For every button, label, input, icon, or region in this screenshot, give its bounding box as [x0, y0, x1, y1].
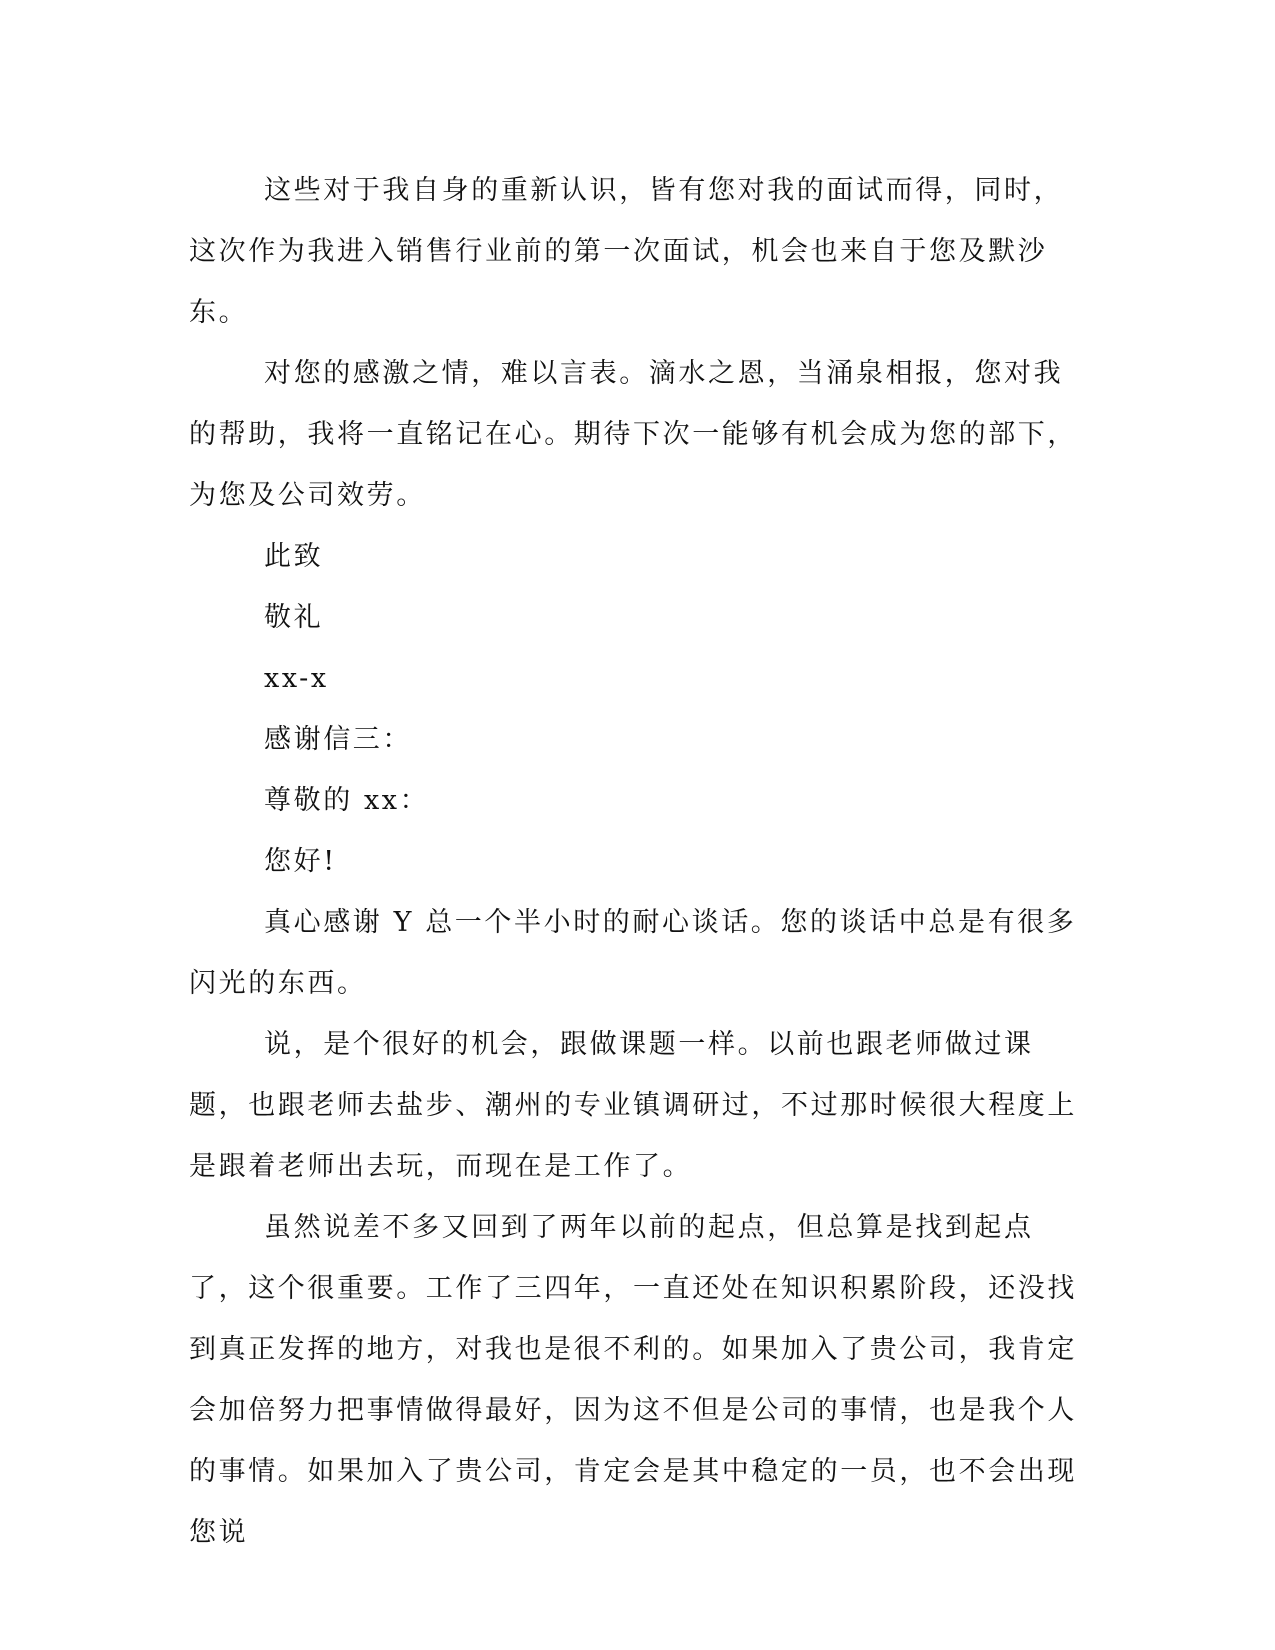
closing-salutation: 此致	[264, 541, 324, 572]
paragraph-starting-point: 虽然说差不多又回到了两年以前的起点，但总算是找到起点了，这个很重要。工作了三四年，一直还处在知识积累阶段，还没找到真正发挥的地方，对我也是很不利的。如果加入了贵公司，我肯定会加倍努力把事情做得最好，因为这不但是公司的事情，也是我个人的事情。如果加入了贵公司，肯定会是其中稳定的一员，也不会出现您说	[189, 1212, 1077, 1548]
letter-body	[189, 160, 1079, 1563]
greeting-recipient: 尊敬的 xx：	[264, 785, 430, 816]
letter-three-heading: 感谢信三：	[264, 724, 412, 755]
paragraph-2: 对您的感激之情，难以言表。滴水之恩，当涌泉相报，您对我的帮助，我将一直铭记在心。期待下次一能够有机会成为您的部下，为您及公司效劳。	[189, 358, 1077, 511]
paragraph-1: 这些对于我自身的重新认识，皆有您对我的面试而得，同时，这次作为我进入销售行业前的第一次面试，机会也来自于您及默沙东。	[189, 175, 1064, 328]
paragraph-opportunity: 说，是个很好的机会，跟做课题一样。以前也跟老师做过课题，也跟老师去盐步、潮州的专业镇调研过，不过那时候很大程度上是跟着老师出去玩，而现在是工作了。	[189, 1029, 1077, 1182]
signature-date: xx-x	[264, 663, 329, 694]
paragraph-thanks: 真心感谢 Y 总一个半小时的耐心谈话。您的谈话中总是有很多闪光的东西。	[189, 907, 1077, 999]
greeting-hello: 您好!	[264, 846, 337, 877]
closing-regards: 敬礼	[264, 602, 324, 633]
